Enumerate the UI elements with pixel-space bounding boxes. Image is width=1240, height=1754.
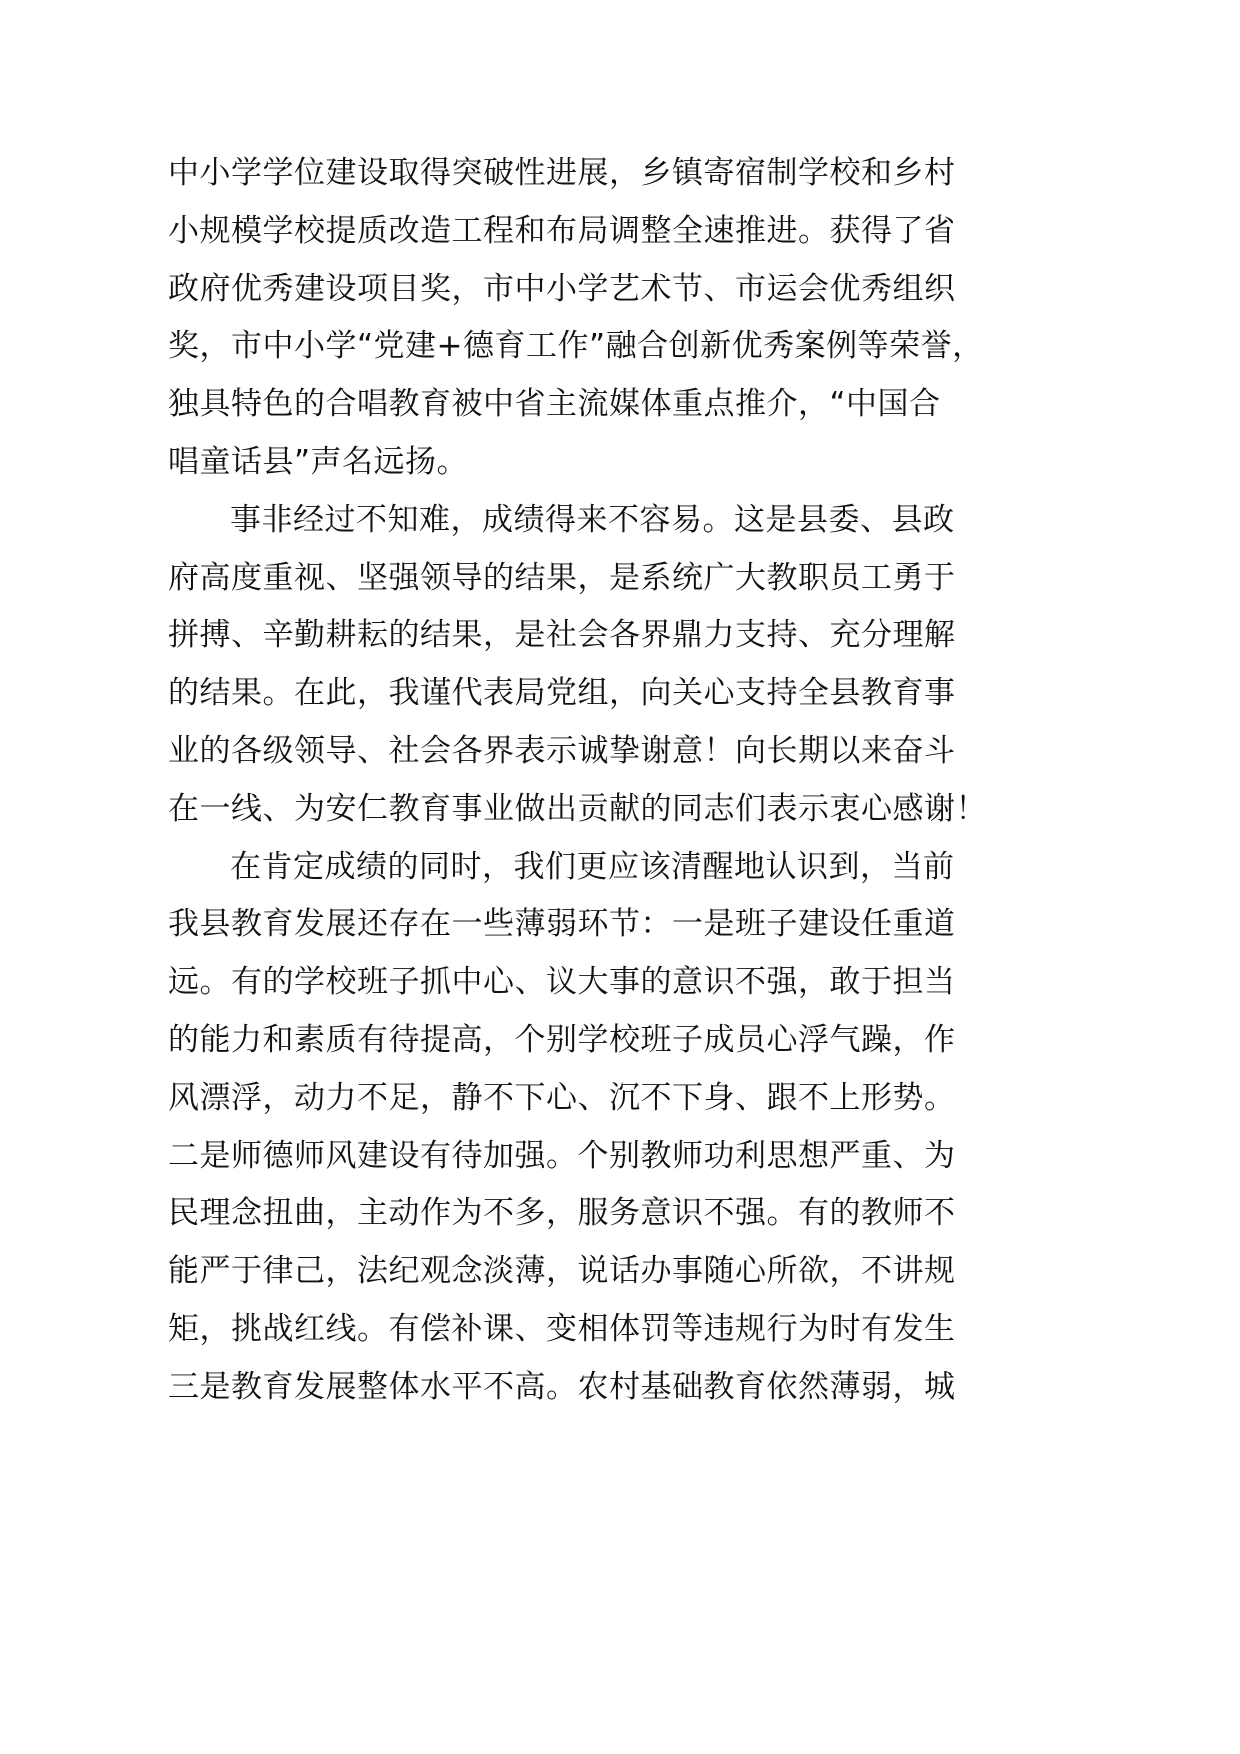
paragraph-first-line: 在肯定成绩的同时，我们更应该清醒地认识到，当前 [230, 848, 955, 885]
text-line: 风漂浮，动力不足，静不下心、沉不下身、跟不上形势。 [168, 1079, 956, 1116]
text-line: 拼搏、辛勤耕耘的结果，是社会各界鼎力支持、充分理解 [168, 617, 956, 654]
text-line: 我县教育发展还存在一些薄弱环节：一是班子建设任重道 [168, 906, 956, 943]
text-line: 的能力和素质有待提高，个别学校班子成员心浮气躁，作 [168, 1021, 956, 1058]
text-line: 在一线、为安仁教育事业做出贡献的同志们表示衷心感谢！ [168, 790, 987, 827]
body-text [168, 145, 987, 1417]
text-line: 唱童话县”声名远扬。 [168, 443, 469, 480]
paragraph-first-line: 事非经过不知难，成绩得来不容易。这是县委、县政 [230, 501, 955, 538]
text-line: 三是教育发展整体水平不高。农村基础教育依然薄弱，城 [168, 1368, 956, 1405]
text-line: 能严于律己，法纪观念淡薄，说话办事随心所欲，不讲规 [168, 1253, 956, 1290]
text-line: 府高度重视、坚强领导的结果，是系统广大教职员工勇于 [168, 559, 956, 596]
text-line: 中小学学位建设取得突破性进展，乡镇寄宿制学校和乡村 [168, 155, 956, 191]
text-line: 矩，挑战红线。有偿补课、变相体罚等违规行为时有发生 [168, 1310, 956, 1347]
text-line: 民理念扭曲，主动作为不多，服务意识不强。有的教师不 [168, 1195, 956, 1232]
text-line: 独具特色的合唱教育被中省主流媒体重点推介，“中国合 [168, 386, 941, 423]
text-line: 二是师德师风建设有待加强。个别教师功利思想严重、为 [168, 1137, 956, 1174]
text-line: 的结果。在此，我谨代表局党组，向关心支持全县教育事 [168, 675, 956, 712]
text-line: 远。有的学校班子抓中心、议大事的意识不强，敢于担当 [168, 964, 956, 1001]
text-line: 奖，市中小学“党建+德育工作”融合创新优秀案例等荣誉， [168, 328, 984, 365]
text-line: 小规模学校提质改造工程和布局调整全速推进。获得了省 [168, 212, 956, 249]
text-line: 政府优秀建设项目奖，市中小学艺术节、市运会优秀组织 [168, 270, 956, 307]
text-line: 业的各级领导、社会各界表示诚挚谢意！向长期以来奋斗 [168, 732, 956, 769]
